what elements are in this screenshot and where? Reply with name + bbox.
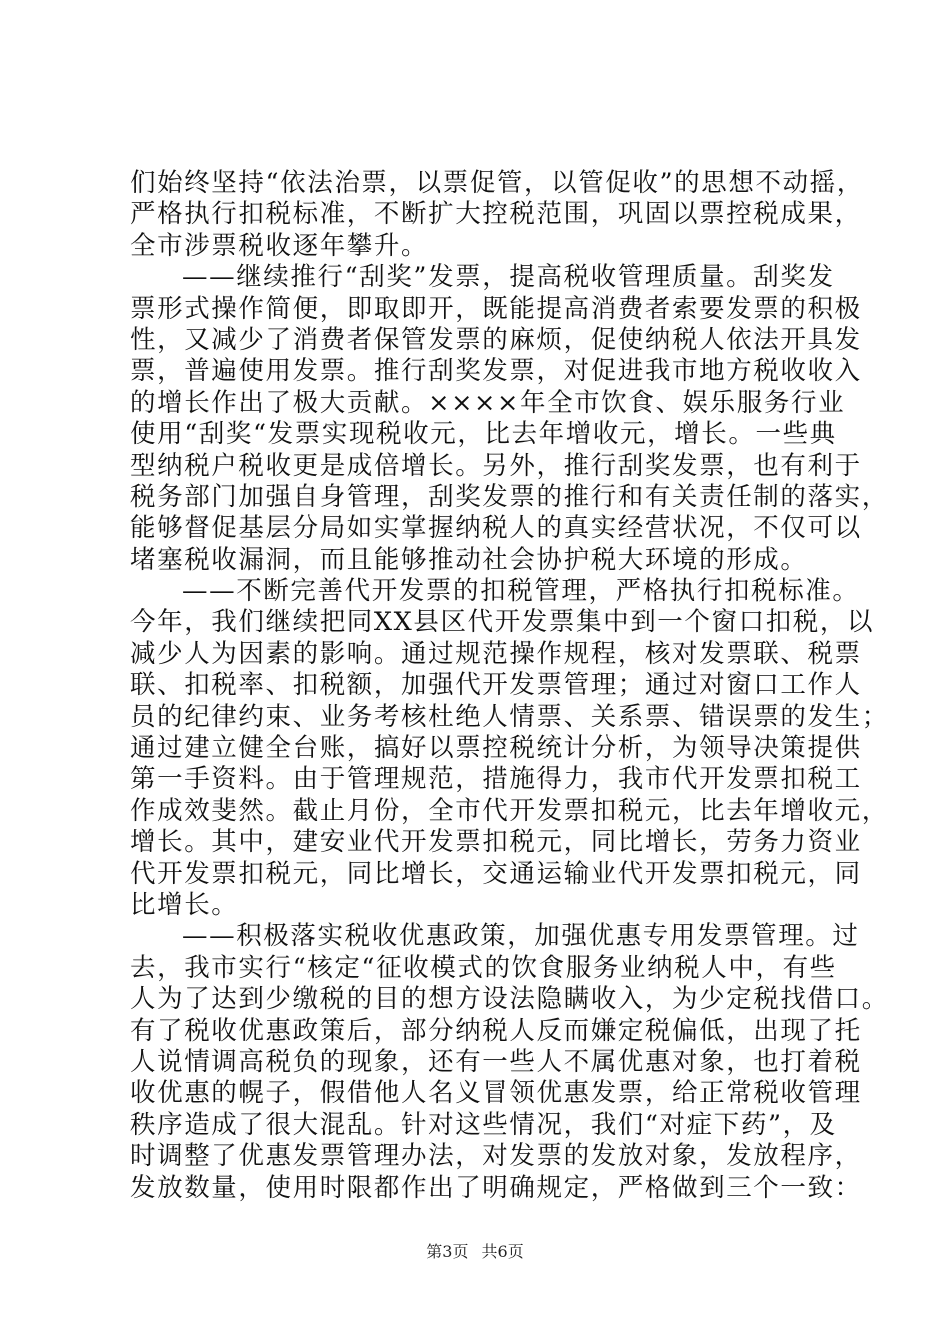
text-line: 的增长作出了极大贡献。××××年全市饮食、娱乐服务行业 xyxy=(130,387,846,418)
text-line: 票形式操作简便，即取即开，既能提高消费者索要发票的积极 xyxy=(130,293,862,324)
paragraph xyxy=(130,576,889,921)
text-line: 税务部门加强自身管理，刮奖发票的推行和有关责任制的落实， xyxy=(130,481,889,512)
text-line: 增长。其中，建安业代开发票扣税元，同比增长，劳务力资业 xyxy=(130,827,862,858)
text-line: 能够督促基层分局如实掌握纳税人的真实经营状况，不仅可以 xyxy=(130,513,862,544)
text-line: 联、扣税率、扣税额，加强代开发票管理；通过对窗口工作人 xyxy=(130,670,862,701)
text-line: 去，我市实行“核定“征收模式的饮食服务业纳税人中，有些 xyxy=(130,952,837,983)
paragraph xyxy=(130,262,889,576)
text-line: 型纳税户税收更是成倍增长。另外，推行刮奖发票，也有利于 xyxy=(130,450,862,481)
text-line: 作成效斐然。截止月份，全市代开发票扣税元，比去年增收元， xyxy=(130,795,889,826)
text-line: 人说情调高税负的现象，还有一些人不属优惠对象，也打着税 xyxy=(130,1046,862,1077)
page-total: 共6页 xyxy=(481,1242,524,1261)
text-line: 们始终坚持“依法治票，以票促管，以管促收”的思想不动摇， xyxy=(130,168,864,198)
text-line: ——积极落实税收优惠政策，加强优惠专用发票管理。过 xyxy=(182,921,860,952)
text-line: 全市涉票税收逐年攀升。 xyxy=(130,230,429,261)
text-line: 比增长。 xyxy=(130,889,239,920)
text-line: 今年，我们继续把同XX县区代开发票集中到一个窗口扣税，以 xyxy=(130,607,875,638)
text-line: 员的纪律约束、业务考核杜绝人情票、关系票、错误票的发生； xyxy=(130,701,889,732)
document-body xyxy=(130,168,889,1204)
text-line: 有了税收优惠政策后，部分纳税人反而嫌定税偏低，出现了托 xyxy=(130,1015,862,1046)
text-line: 使用“刮奖“发票实现税收元，比去年增收元，增长。一些典 xyxy=(130,419,837,450)
text-line: 性，又减少了消费者保管发票的麻烦，促使纳税人依法开具发 xyxy=(130,324,862,355)
page-number: 第3页 xyxy=(426,1242,469,1261)
text-line: ——不断完善代开发票的扣税管理，严格执行扣税标准。 xyxy=(182,576,860,607)
text-line: ——继续推行“刮奖”发票，提高税收管理质量。刮奖发 xyxy=(182,262,835,293)
text-line: 票，普遍使用发票。推行刮奖发票，对促进我市地方税收收入 xyxy=(130,356,862,387)
text-line: 堵塞税收漏洞，而且能够推动社会协护税大环境的形成。 xyxy=(130,544,808,575)
text-line: 通过建立健全台账，搞好以票控税统计分析，为领导决策提供 xyxy=(130,733,862,764)
text-line: 秩序造成了很大混乱。针对这些情况，我们“对症下药”，及 xyxy=(130,1109,837,1140)
text-line: 严格执行扣税标准，不断扩大控税范围，巩固以票控税成果， xyxy=(130,199,862,230)
text-line: 代开发票扣税元，同比增长，交通运输业代开发票扣税元，同 xyxy=(130,858,862,889)
paragraph xyxy=(130,168,864,262)
text-line: 人为了达到少缴税的目的想方设法隐瞒收入，为少定税找借口。 xyxy=(130,984,889,1015)
text-line: 时调整了优惠发票管理办法，对发票的发放对象，发放程序， xyxy=(130,1141,862,1172)
page-footer xyxy=(0,1239,950,1262)
paragraph xyxy=(130,921,889,1204)
text-line: 第一手资料。由于管理规范，措施得力，我市代开发票扣税工 xyxy=(130,764,862,795)
text-line: 减少人为因素的影响。通过规范操作规程，核对发票联、税票 xyxy=(130,638,862,669)
text-line: 发放数量，使用时限都作出了明确规定，严格做到三个一致： xyxy=(130,1172,862,1203)
text-line: 收优惠的幌子，假借他人名义冒领优惠发票，给正常税收管理 xyxy=(130,1078,862,1109)
